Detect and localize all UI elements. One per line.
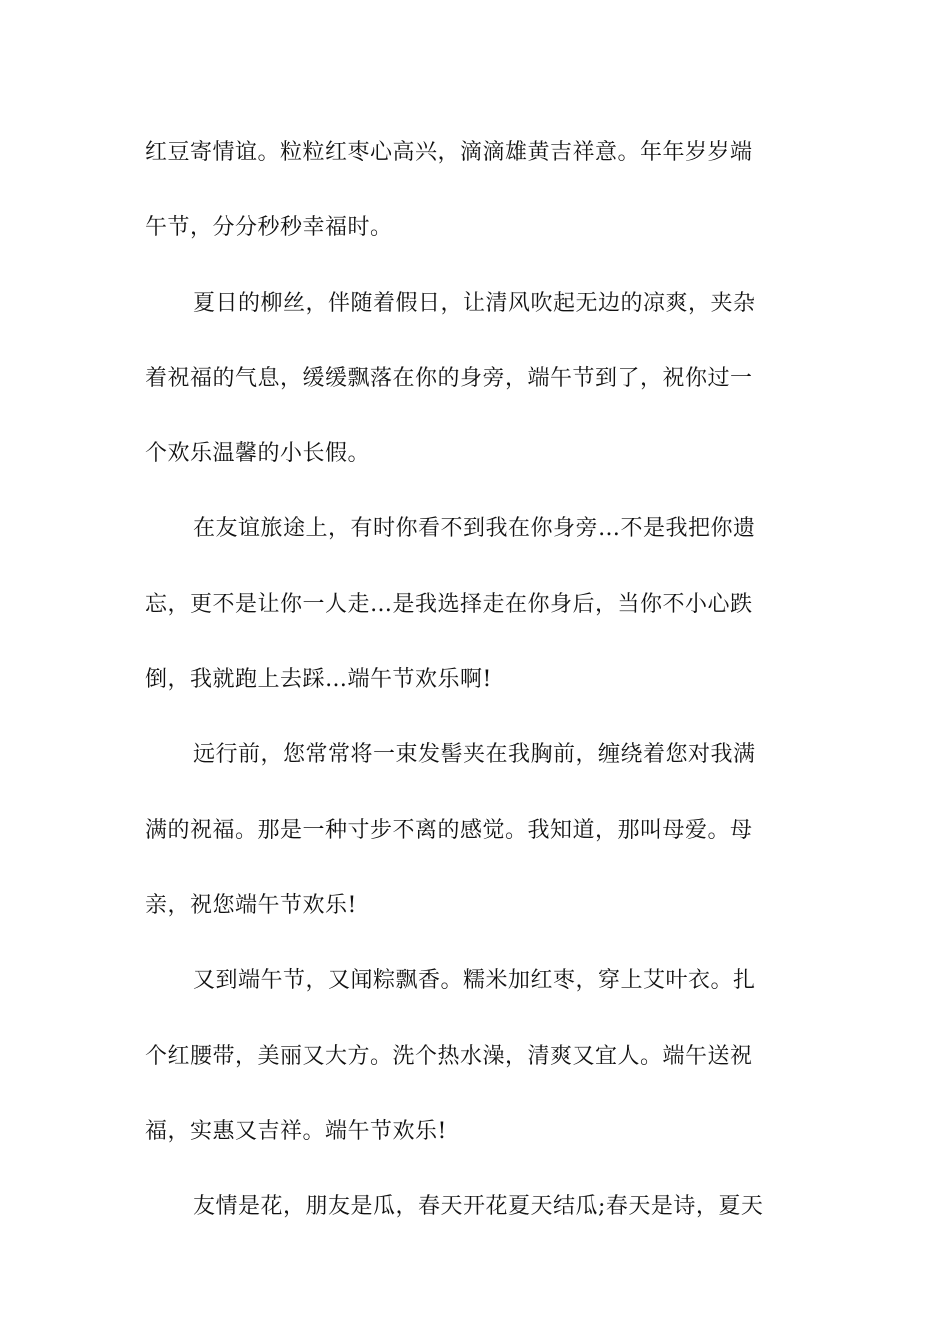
text-line-2: 午节，分分秒秒幸福时。 bbox=[145, 215, 393, 241]
text-line-8: 倒，我就跑上去踩…端午节欢乐啊! bbox=[145, 667, 492, 693]
text-line-4: 着祝福的气息，缓缓飘落在你的身旁，端午节到了，祝你过一 bbox=[145, 365, 753, 391]
text-line-10: 满的祝福。那是一种寸步不离的感觉。我知道，那叫母爱。母 bbox=[145, 817, 753, 843]
text-line-14: 福，实惠又吉祥。端午节欢乐! bbox=[145, 1118, 447, 1144]
body-text bbox=[145, 127, 810, 1256]
text-line-7: 忘，更不是让你一人走…是我选择走在你身后，当你不小心跌 bbox=[145, 591, 753, 617]
text-line-5: 个欢乐温馨的小长假。 bbox=[145, 441, 371, 467]
text-line-3: 夏日的柳丝，伴随着假日，让清风吹起无边的凉爽，夹杂 bbox=[193, 290, 756, 316]
text-line-9: 远行前，您常常将一束发髻夹在我胸前，缠绕着您对我满 bbox=[193, 742, 756, 768]
text-line-11: 亲，祝您端午节欢乐! bbox=[145, 892, 357, 918]
text-line-15: 友情是花，朋友是瓜，春天开花夏天结瓜;春天是诗，夏天 bbox=[193, 1194, 764, 1220]
text-line-13: 个红腰带，美丽又大方。洗个热水澡，清爽又宜人。端午送祝 bbox=[145, 1043, 753, 1069]
text-line-12: 又到端午节，又闻粽飘香。糯米加红枣，穿上艾叶衣。扎 bbox=[193, 968, 756, 994]
text-line-1: 红豆寄情谊。粒粒红枣心高兴，滴滴雄黄吉祥意。年年岁岁端 bbox=[145, 140, 753, 165]
text-line-6: 在友谊旅途上，有时你看不到我在你身旁…不是我把你遗 bbox=[193, 516, 756, 542]
